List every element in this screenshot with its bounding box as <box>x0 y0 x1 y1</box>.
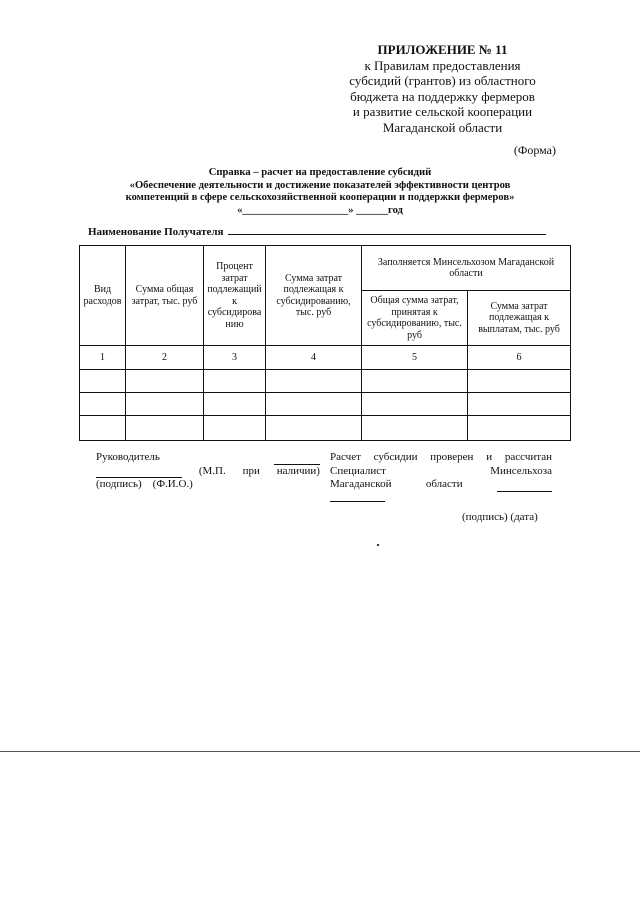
manager-signature-block <box>96 451 320 492</box>
check-text: рассчитан <box>504 451 552 463</box>
expenses-table <box>79 245 571 441</box>
table-cell[interactable] <box>468 370 571 393</box>
header-expense-type: Вид расходов <box>80 246 126 346</box>
manager-signature-line[interactable] <box>274 455 320 465</box>
specialist-signature-line[interactable] <box>497 482 552 492</box>
specialist-signature-block <box>330 451 552 506</box>
table-cell[interactable] <box>80 416 126 441</box>
header-subsidy-amount: Сумма затрат подлежащая к субсидированию, тыс. руб <box>266 246 362 346</box>
column-number: 3 <box>204 346 266 370</box>
scan-edge-line <box>0 751 640 752</box>
column-number: 4 <box>266 346 362 370</box>
certificate-heading <box>90 167 550 217</box>
name-caption: (Ф.И.О.) <box>152 478 193 490</box>
stamp-note: (М.П. <box>198 464 226 477</box>
recipient-field <box>88 224 546 238</box>
table-cell[interactable] <box>468 393 571 416</box>
header-total-cost: Сумма общая затрат, тыс. руб <box>126 246 204 346</box>
table-cell[interactable] <box>266 393 362 416</box>
check-text: и <box>486 451 493 463</box>
certificate-subtitle: компетенций в сфере сельскохозяйственной кооперации и поддержки фермеров» <box>125 192 515 204</box>
table-cell[interactable] <box>126 416 204 441</box>
check-text: Минсельхоза <box>490 464 552 477</box>
recipient-input-line[interactable] <box>228 224 546 235</box>
header-ministry-group: Заполняется Минсельхозом Магаданской области <box>362 246 571 291</box>
appendix-header <box>320 42 565 135</box>
appendix-title: ПРИЛОЖЕНИЕ № 11 <box>377 42 508 57</box>
column-number: 1 <box>80 346 126 370</box>
check-text: Расчет <box>330 451 361 463</box>
appendix-line: к Правилам предоставления <box>364 57 521 73</box>
table-cell[interactable] <box>126 393 204 416</box>
manager-label: Руководитель <box>96 451 160 463</box>
table-cell[interactable] <box>266 370 362 393</box>
stamp-note: при <box>242 464 260 477</box>
appendix-line: бюджета на поддержку фермеров <box>350 88 535 104</box>
header-subsidy-percent: Процент затрат подлежащий к субсидирова нию <box>204 246 266 346</box>
form-label: (Форма) <box>513 143 556 157</box>
table-row <box>80 393 571 416</box>
column-number: 5 <box>362 346 468 370</box>
table-cell[interactable] <box>204 370 266 393</box>
certificate-subtitle: «Обеспечение деятельности и достижение показателей эффективности центров <box>129 179 511 191</box>
signature-caption: (подпись) <box>96 478 142 490</box>
check-text: Специалист <box>330 464 386 477</box>
table-cell[interactable] <box>80 393 126 416</box>
header-payout-amount: Сумма затрат подлежащая к выплатам, тыс. руб <box>468 291 571 346</box>
appendix-line: Магаданской области <box>382 119 503 135</box>
check-text: субсидии <box>373 451 418 463</box>
table-cell[interactable] <box>362 370 468 393</box>
table-cell[interactable] <box>362 416 468 441</box>
certificate-title: Справка – расчет на предоставление субсидий <box>208 167 432 178</box>
check-text: проверен <box>430 451 474 463</box>
specialist-date-line[interactable] <box>330 492 385 502</box>
table-cell[interactable] <box>362 393 468 416</box>
check-text: Магаданской <box>330 478 392 490</box>
table-cell[interactable] <box>266 416 362 441</box>
table-row <box>80 416 571 441</box>
table-row <box>80 370 571 393</box>
column-number: 6 <box>468 346 571 370</box>
header-accepted-amount: Общая сумма затрат, принятая к субсидированию, тыс. руб <box>362 291 468 346</box>
recipient-label: Наименование Получателя <box>88 226 224 238</box>
stamp-note: наличии) <box>276 464 320 477</box>
column-number: 2 <box>126 346 204 370</box>
scan-dot <box>377 544 379 546</box>
appendix-line: и развитие сельской кооперации <box>352 104 533 119</box>
manager-name-line[interactable] <box>96 468 182 478</box>
certificate-date-line: «____________________» ______год <box>237 204 403 216</box>
table-cell[interactable] <box>126 370 204 393</box>
signature-date-caption: (подпись) (дата) <box>462 511 538 523</box>
check-text: области <box>425 478 463 490</box>
table-cell[interactable] <box>80 370 126 393</box>
table-cell[interactable] <box>468 416 571 441</box>
table-cell[interactable] <box>204 416 266 441</box>
appendix-line: субсидий (грантов) из областного <box>349 73 536 88</box>
table-cell[interactable] <box>204 393 266 416</box>
